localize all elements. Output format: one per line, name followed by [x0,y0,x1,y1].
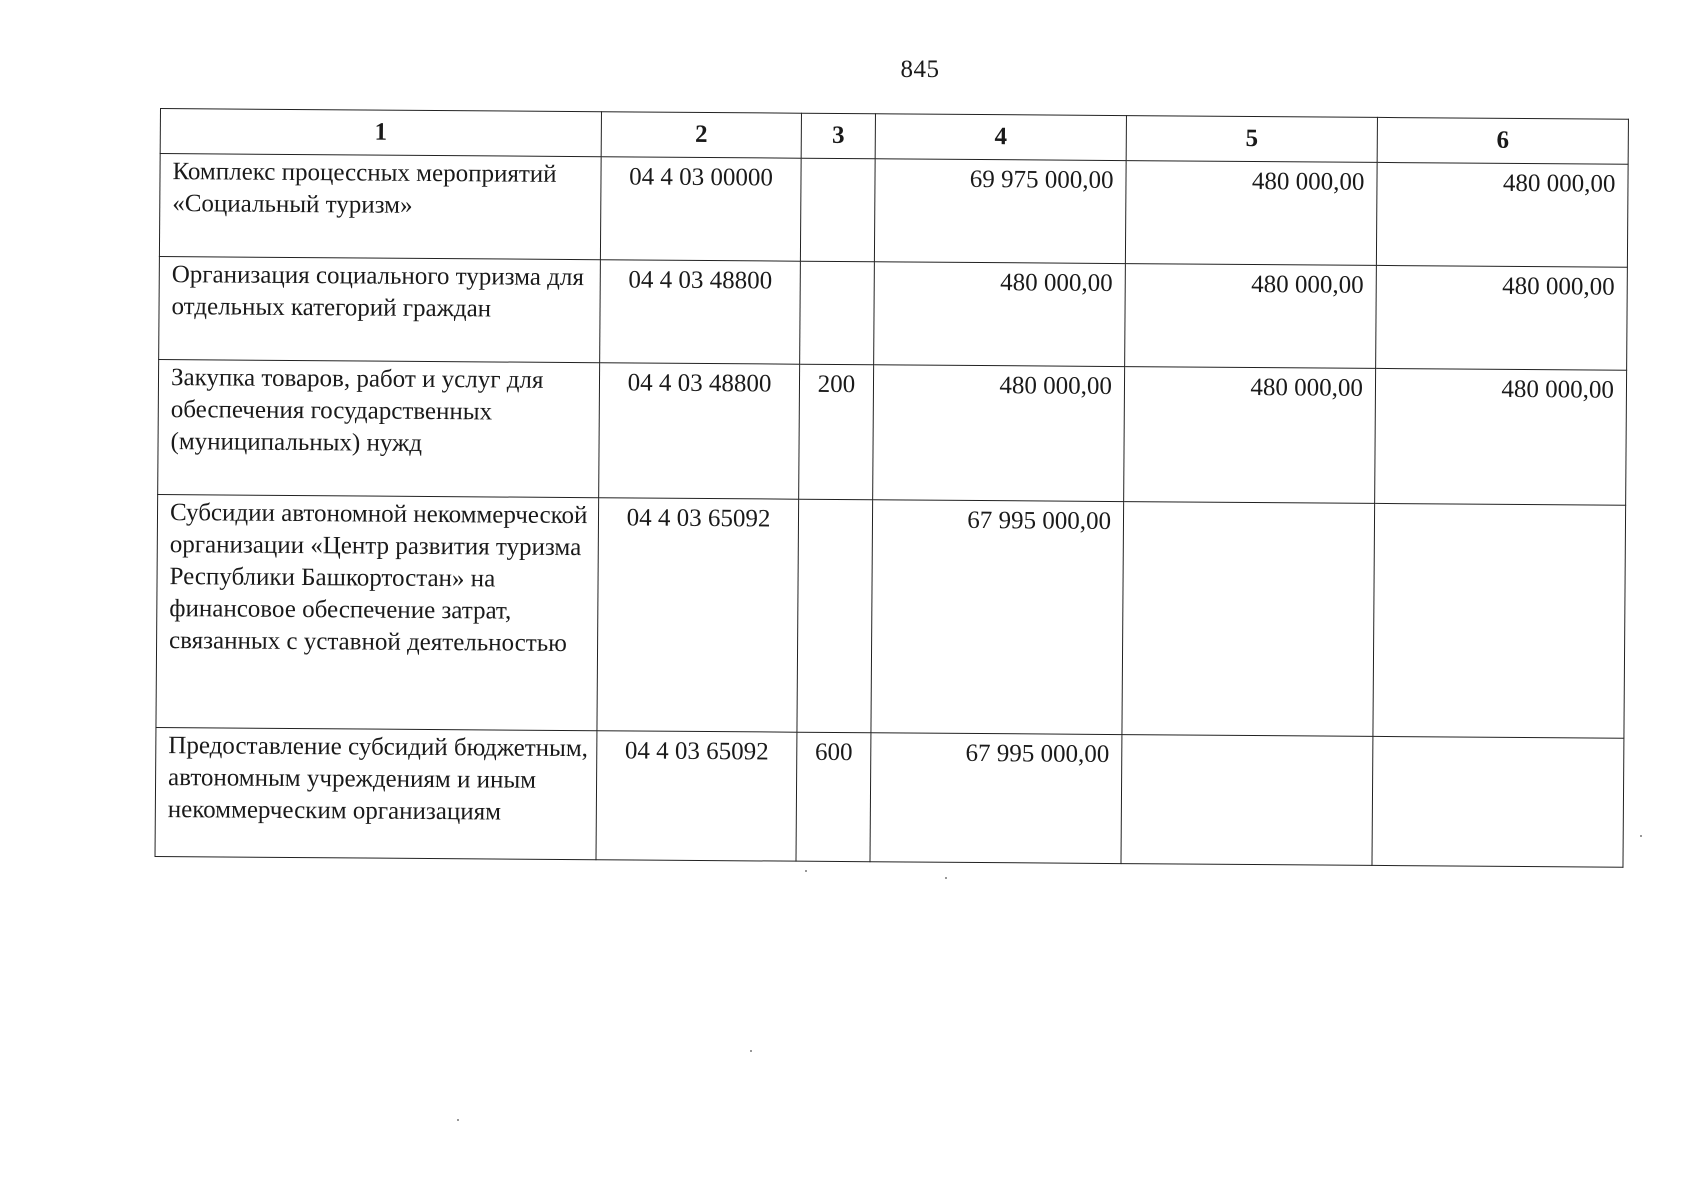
row-type-cell: 200 [799,364,874,500]
scan-speck [1640,835,1642,837]
row-code-cell: 04 4 03 48800 [600,260,801,364]
table-row [159,154,1628,268]
row-type-cell [800,261,875,365]
row-value-4-cell: 480 000,00 [874,262,1126,367]
row-value-4-cell: 67 995 000,00 [871,500,1124,735]
table-row [155,727,1624,867]
header-col-2: 2 [601,112,801,158]
row-code-cell: 04 4 03 65092 [597,498,799,732]
table-row [159,256,1628,370]
row-value-4-cell: 69 975 000,00 [874,159,1126,264]
row-type-cell: 600 [796,732,871,862]
row-value-6-cell [1372,736,1624,867]
header-col-5: 5 [1126,116,1377,163]
budget-table-wrapper [155,108,1628,868]
row-type-cell [797,499,873,733]
row-value-4-cell: 67 995 000,00 [870,733,1122,864]
row-type-cell [800,158,875,262]
row-value-4-cell: 480 000,00 [873,365,1125,502]
row-code-cell: 04 4 03 00000 [600,157,801,261]
row-value-5-cell [1122,502,1375,737]
table-row [158,359,1627,505]
row-name-cell: Субсидии автономной некоммерческой организации «Центр развития туризма Республики Башкортостан» на финансовое обеспечение затрат, связанных с уставной деятельностью [156,494,599,730]
row-name-cell: Организация социального туризма для отдельных категорий граждан [159,256,601,362]
row-value-6-cell [1373,503,1626,738]
table-row [156,494,1626,738]
scan-speck [945,877,947,879]
row-value-6-cell: 480 000,00 [1375,368,1627,505]
scan-speck [750,1050,752,1052]
budget-table [155,108,1629,868]
page-number: 845 [900,56,940,83]
row-name-cell: Закупка товаров, работ и услуг для обеспечения государственных (муниципальных) нужд [158,359,600,497]
scan-speck [805,870,807,872]
row-value-6-cell: 480 000,00 [1376,265,1628,370]
row-name-cell: Комплекс процессных мероприятий «Социальный туризм» [159,154,601,260]
row-value-5-cell: 480 000,00 [1125,161,1377,266]
row-value-5-cell: 480 000,00 [1125,264,1377,369]
row-code-cell: 04 4 03 48800 [599,363,800,499]
scan-speck [457,1119,459,1121]
row-code-cell: 04 4 03 65092 [596,731,797,861]
row-value-5-cell [1121,735,1373,866]
header-col-1: 1 [160,109,601,157]
row-value-6-cell: 480 000,00 [1376,162,1628,267]
header-col-4: 4 [875,114,1126,161]
header-col-3: 3 [801,113,875,159]
row-name-cell: Предоставление субсидий бюджетным, автономным учреждениям и иным некоммерческим организациям [155,727,597,859]
row-value-5-cell: 480 000,00 [1124,367,1376,504]
header-col-6: 6 [1377,117,1628,164]
